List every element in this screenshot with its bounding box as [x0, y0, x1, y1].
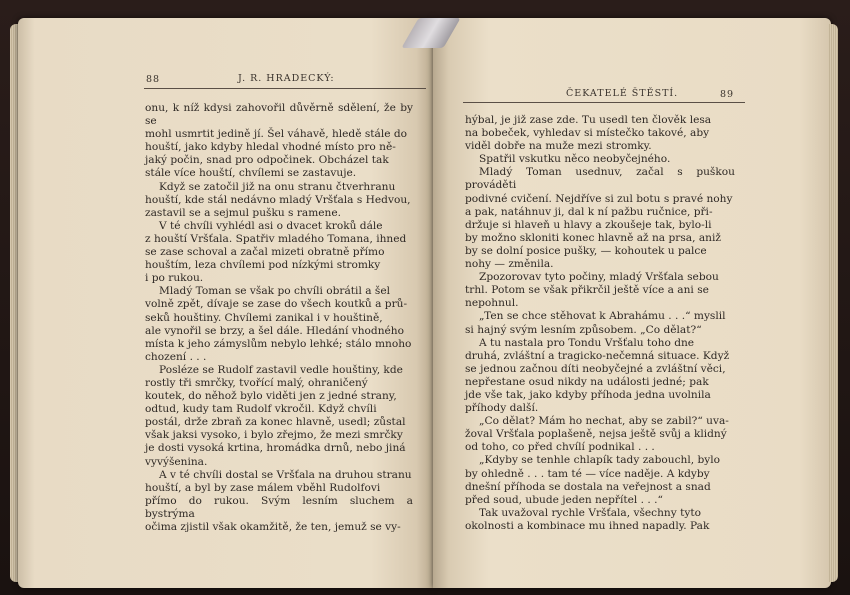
left-running-head: J. R. HRADECKÝ: [238, 73, 335, 84]
text-line: by možno skloniti konec hlavně až na prsa, aniž [465, 231, 721, 244]
text-line: V té chvíli vyhlédl asi o dvacet kroků dále [159, 219, 383, 232]
text-line: přímo do rukou. Svým lesním sluchem a bystrýma [145, 494, 413, 520]
text-line: houští, a byl by zase málem vběhl Rudolfovi [145, 481, 381, 494]
text-line: Mladý Toman se však po chvíli obrátil a šel [159, 285, 390, 298]
text-line: volně zpět, dívaje se zase do všech koutků a prů- [145, 298, 408, 311]
text-line: A v té chvíli dostal se Vršťala na druhou stranu [159, 468, 412, 481]
text-line: mohl usmrtit jedině jí. Šel váhavě, hledě stále do [145, 128, 408, 141]
text-line: na bobeček, vyhledav si místečko takové, aby [465, 127, 710, 140]
text-line: však jaksi vysoko, i bylo zřejmo, že mezi smrčky [145, 429, 403, 442]
open-book [10, 18, 842, 588]
text-line: je dosti vysoká krtina, hromádka drnů, nebo jiná [145, 442, 406, 455]
text-line: jde vše tak, jako kdyby příhoda jedna uvolnila [465, 388, 711, 401]
text-line: ale vynořil se brzy, a šel dále. Hledání vhodného [145, 324, 404, 337]
left-page-number: 88 [146, 74, 161, 85]
text-line: z houští Vršťala. Spatřiv mladého Tomana, ihned [145, 232, 407, 245]
text-line: by se dolní posice pušky, — kohoutek u palce [465, 244, 707, 257]
right-body-text [465, 114, 735, 533]
text-line: onu, k níž kdysi zahovořil důvěrně sdělení, že by se [145, 102, 413, 128]
text-line: okolnosti a kombinace mu ihned napadly. Pak [465, 519, 710, 532]
text-line: před soud, ubude jeden nepřítel . . .“ [465, 493, 663, 506]
text-line: houští, kde stál nedávno mladý Vršťala s Hedvou, [145, 193, 411, 206]
text-line: Posléze se Rudolf zastavil vedle houštiny, kde [159, 363, 403, 376]
text-line: stále více houští, chvílemi se zastavuje. [145, 167, 357, 180]
text-line: druhá, zvláštní a tragicko-nečemná situace. Když [465, 349, 730, 362]
text-line: by ohledně . . . tam té — více naděje. A kdyby [465, 467, 710, 480]
text-line: nohy — změnila. [465, 258, 554, 271]
text-line: houští, jako kdyby hledal vhodné místo pro ně- [145, 141, 396, 154]
text-line: koutek, do něhož bylo viděti jen z jedné strany, [145, 390, 397, 403]
text-line: držuje si hlaveň u hlavy a zkoušeje tak, bylo-li [465, 218, 712, 231]
text-line: žoval Vršťala poplašeně, nejsa ještě svůj a klidný [465, 428, 727, 441]
right-page [433, 18, 831, 588]
left-header-rule [144, 88, 426, 89]
text-line: postál, drže zbraň za konec hlavně, usedl; zůstal [145, 416, 406, 429]
right-running-head: ČEKATELÉ ŠTĚSTÍ. [566, 88, 679, 99]
text-line: hýbal, je již zase zde. Tu usedl ten člověk lesa [465, 114, 712, 126]
text-line: A tu nastala pro Tondu Vršťalu toho dne [479, 336, 695, 349]
text-line: rostly tři smrčky, tvořící malý, ohraničený [145, 376, 368, 389]
right-page-number: 89 [720, 89, 735, 100]
text-line: a pak, natáhnuv ji, dal k ní pažbu ručnice, při- [465, 205, 713, 218]
text-line: se zase schoval a začal mizeti obratně přímo [145, 246, 385, 259]
text-line: chození . . . [145, 350, 207, 363]
text-line: Mladý Toman usednuv, začal s puškou prováděti [465, 166, 735, 192]
text-line: nepřestane osud nikdy na události jedné; pak [465, 375, 709, 388]
page-edges-right [828, 24, 838, 582]
text-line: si hajný svým lesním způsobem. „Co dělat?“ [465, 323, 702, 336]
text-line: vyvýšenina. [145, 455, 208, 468]
text-line: „Co dělat? Mám ho nechat, aby se zabil?“ uva- [479, 415, 729, 428]
text-line: houštím, leza chvílemi pod nízkými stromky [145, 259, 381, 272]
text-line: místa k jeho zámyslům nebylo lehké; stálo mnoho [145, 337, 412, 350]
text-line: nepohnul. [465, 297, 519, 310]
left-page [18, 18, 433, 588]
text-line: očima zjistil však okamžitě, že ten, jemuž se vy- [145, 521, 401, 533]
text-line: od toho, co před chvílí podnikal . . . [465, 441, 655, 454]
text-line: se jednou začnou díti neobyčejné a zvláštní věci, [465, 362, 726, 375]
left-body-text [145, 102, 413, 534]
text-line: Spatřil vskutku něco neobyčejného. [479, 153, 671, 166]
right-header-rule [463, 102, 745, 103]
text-line: odtud, kudy tam Rudolf vkročil. Když chvíli [145, 403, 377, 416]
text-line: zastavil se a sejmul pušku s ramene. [145, 206, 342, 219]
text-line: seků houštiny. Chvílemi zanikal i v houštině, [145, 311, 383, 324]
text-line: Když se zatočil již na onu stranu čtverhranu [159, 180, 396, 193]
text-line: příhody další. [465, 402, 539, 415]
text-line: „Kdyby se tenhle chlapík tady zabouchl, bylo [479, 454, 720, 467]
text-line: dnešní příhoda se dostala na veřejnost a snad [465, 480, 711, 493]
text-line: jaký počin, snad pro odpočinek. Obcházel tak [145, 154, 389, 167]
text-line: podivné cvičení. Nejdříve si zul botu s pravé nohy [465, 192, 733, 205]
text-line: i po rukou. [145, 272, 204, 285]
text-line: Tak uvažoval rychle Vršťala, všechny tyto [479, 506, 701, 519]
text-line: „Ten se chce stěhovat k Abrahámu . . .“ myslil [479, 310, 726, 323]
text-line: Zpozorovav tyto počiny, mladý Vršťala sebou [479, 271, 719, 284]
text-line: viděl dobře na muže mezi stromky. [465, 140, 652, 153]
text-line: trhl. Potom se však přikrčil ještě více a ani se [465, 284, 709, 297]
